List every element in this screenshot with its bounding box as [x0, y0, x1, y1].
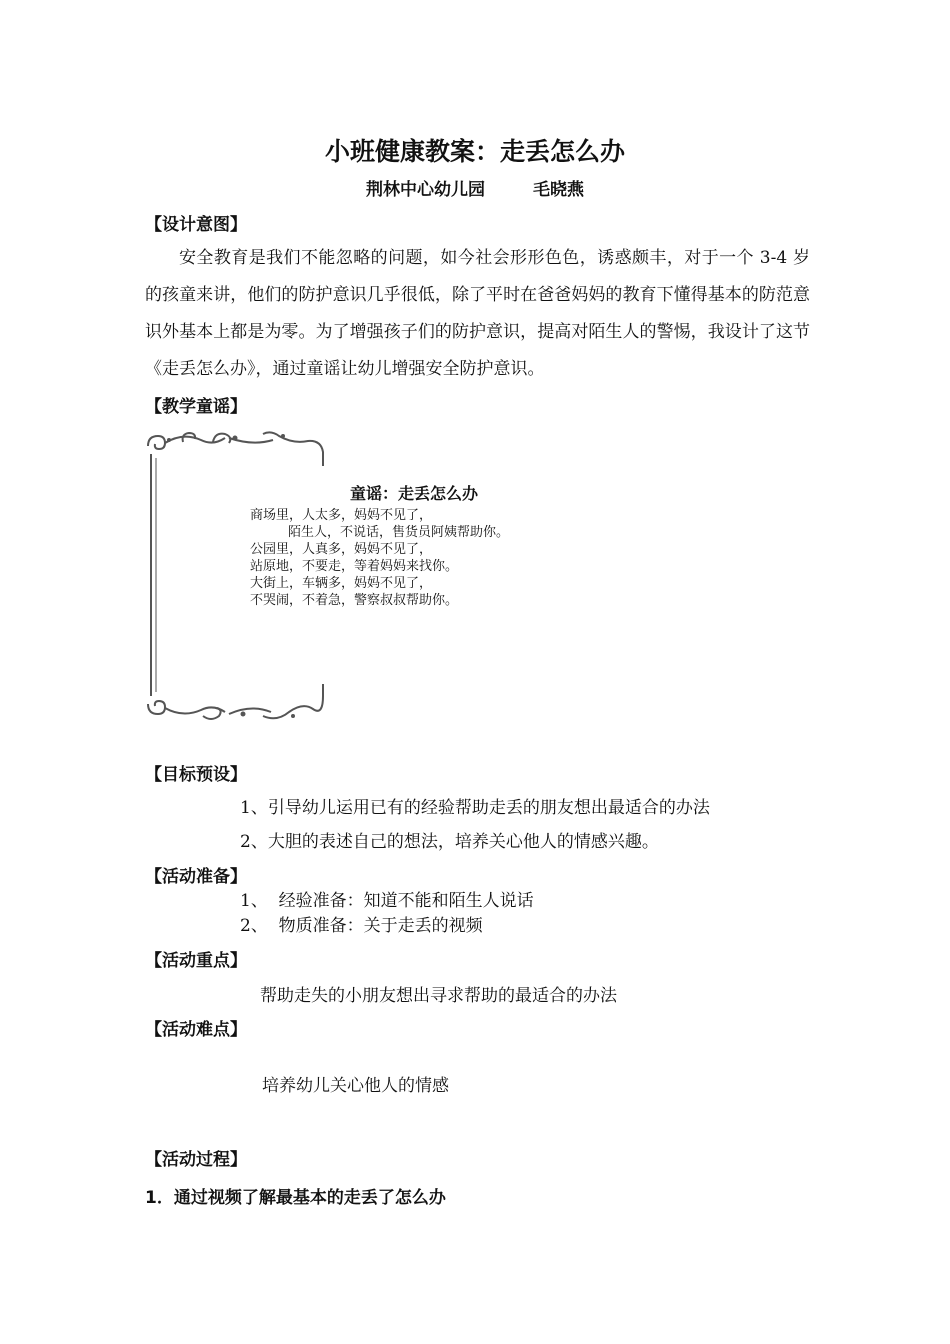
focus-text: 帮助走失的小朋友想出寻求帮助的最适合的办法	[260, 986, 617, 1006]
rhyme-line: 不哭闹，不着急，警察叔叔帮助你。	[250, 593, 459, 608]
rhyme-line: 大街上，车辆多，妈妈不见了，	[250, 576, 433, 591]
process-heading: 【活动过程】	[145, 1150, 247, 1170]
prep-heading: 【活动准备】	[145, 867, 247, 887]
rhyme-heading: 【教学童谣】	[145, 397, 247, 417]
goal-item: 1、引导幼儿运用已有的经验帮助走丢的朋友想出最适合的办法	[240, 798, 710, 818]
author-name: 毛晓燕	[533, 180, 584, 200]
author-line	[0, 175, 950, 200]
difficulty-heading: 【活动难点】	[145, 1020, 247, 1040]
author-organization: 荆林中心幼儿园	[366, 180, 485, 200]
difficulty-text: 培养幼儿关心他人的情感	[262, 1076, 449, 1096]
rhyme-line: 陌生人，不说话，售货员阿姨帮助你。	[288, 525, 510, 540]
focus-heading: 【活动重点】	[145, 951, 247, 971]
rhyme-line: 站原地，不要走，等着妈妈来找你。	[250, 559, 459, 574]
rhyme-title: 童谣：走丢怎么办	[350, 484, 479, 503]
document-title: 小班健康教案：走丢怎么办	[324, 137, 625, 166]
design-intent-heading: 【设计意图】	[145, 215, 247, 235]
rhyme-body	[250, 507, 509, 609]
rhyme-line: 公园里，人真多，妈妈不见了，	[250, 542, 433, 557]
prep-item: 1、 经验准备：知道不能和陌生人说话	[240, 891, 534, 911]
goal-item: 2、大胆的表述自己的想法，培养关心他人的情感兴趣。	[240, 832, 659, 852]
design-intent-paragraph: 安全教育是我们不能忽略的问题，如今社会形形色色，诱惑颇丰，对于一个 3-4 岁的孩童来讲，他们的防护意识几乎很低，除了平时在爸爸妈妈的教育下懂得基本的防范意识外基本上都是为零。为了增强孩子们的防护意识，提高对陌生人的警惕，我设计了这节《走丢怎么办》，通过童谣让幼儿增强安全防护意识。	[145, 248, 810, 379]
process-step: 1．通过视频了解最基本的走丢了怎么办	[145, 1188, 446, 1208]
goals-heading: 【目标预设】	[145, 765, 247, 785]
prep-item: 2、 物质准备：关于走丢的视频	[240, 916, 483, 936]
rhyme-line: 商场里，人太多，妈妈不见了，	[250, 508, 433, 523]
